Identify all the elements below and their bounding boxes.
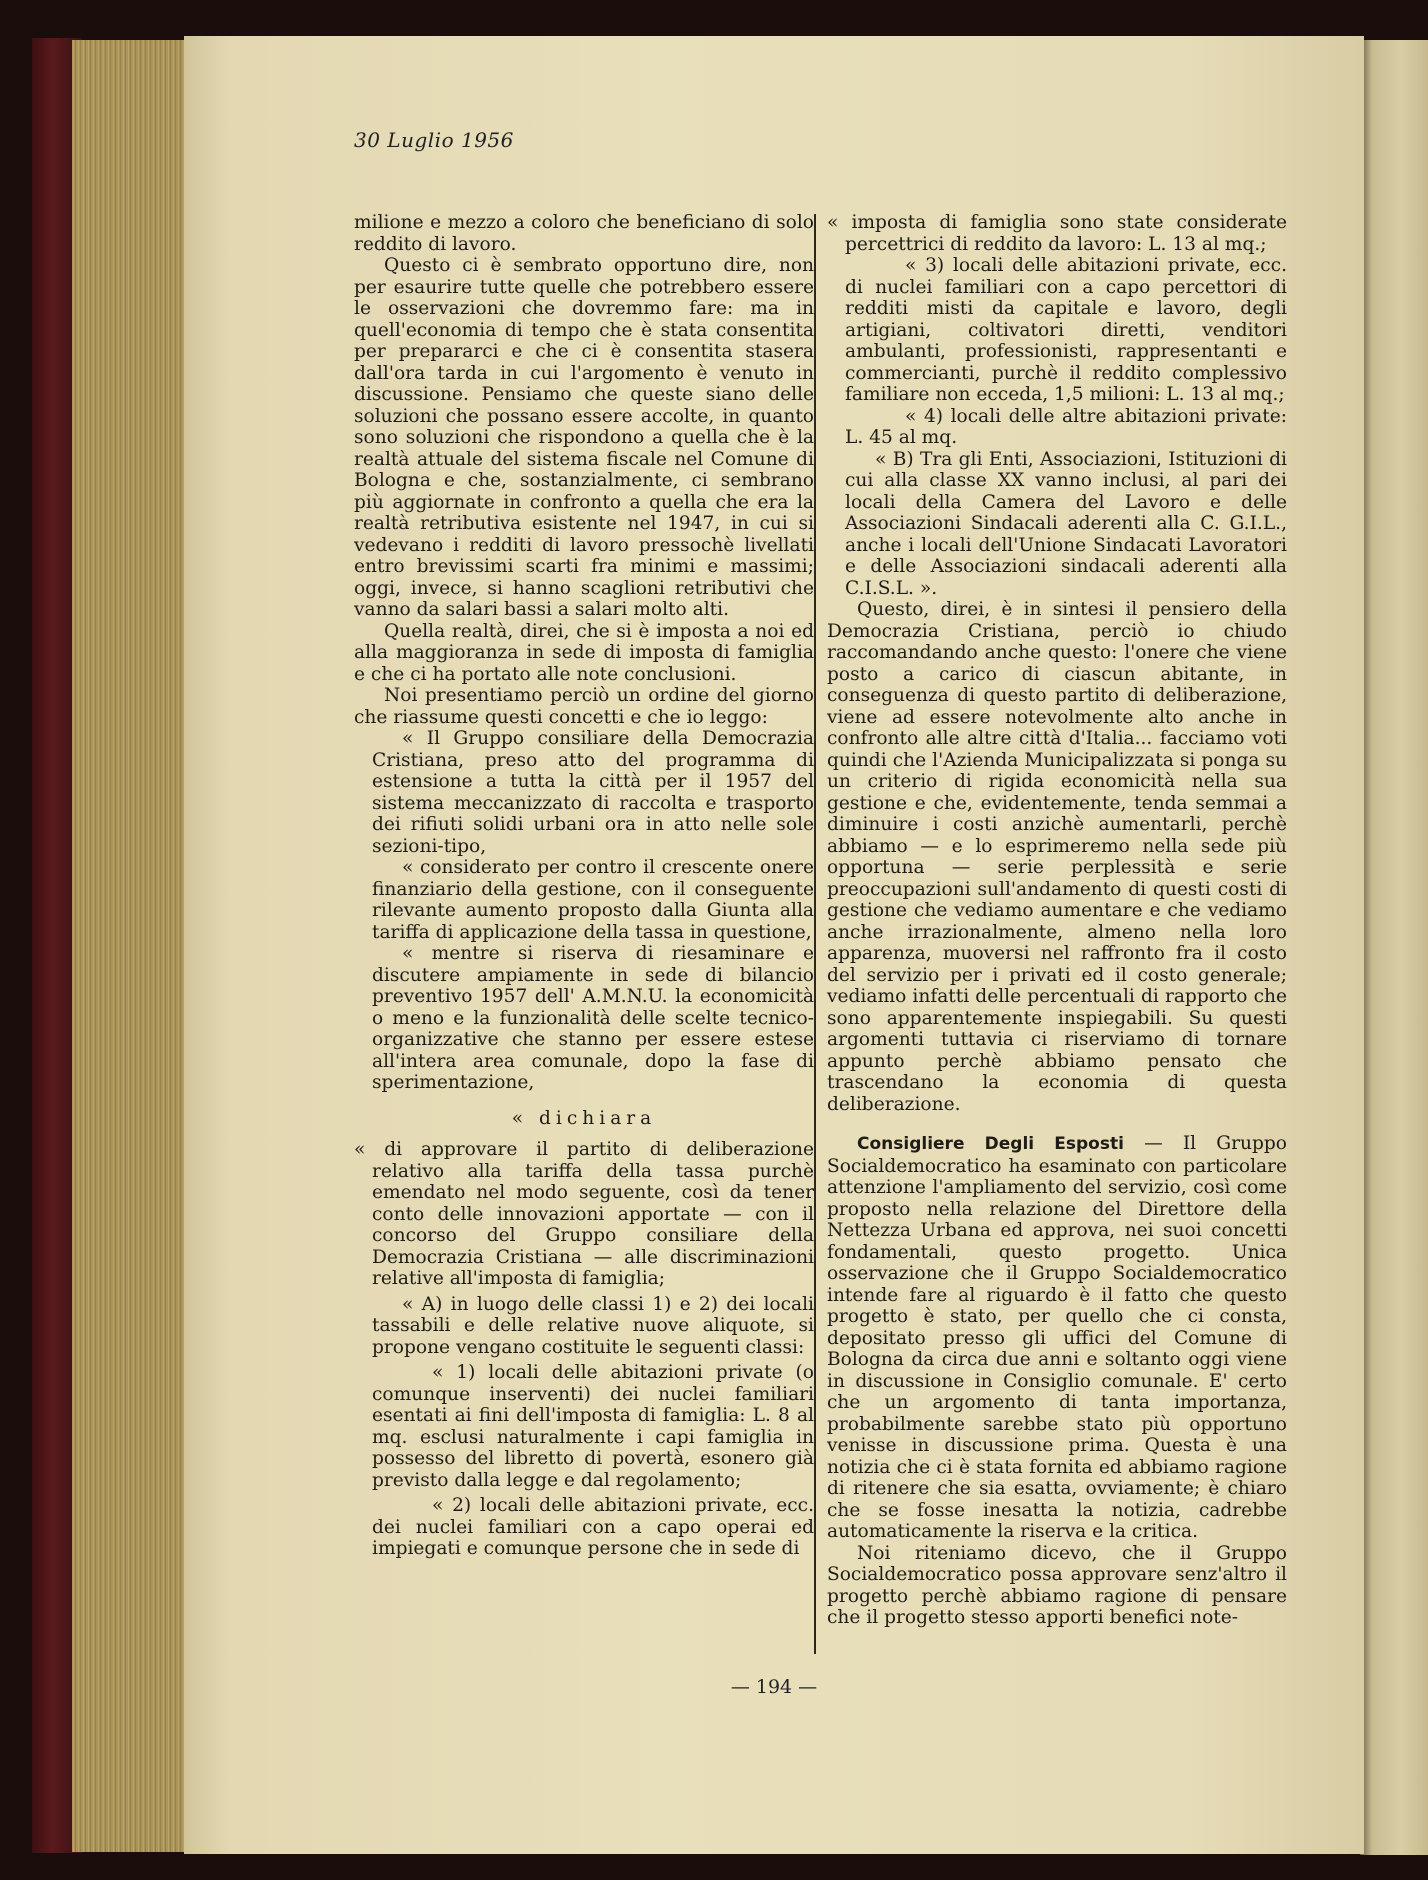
facing-page-edge — [1360, 40, 1428, 1855]
right-column — [827, 212, 1287, 1629]
paragraph: « mentre si riserva di riesaminare e discutere ampiamente in sede di bilancio preventivo 1957 dell' A.M.N.U. la economicità o meno e la funzionalità delle scelte tecnico-organizzative che stanno per essere estese all'intera area comunale, dopo la fase di sperimentazione, — [372, 943, 814, 1093]
paragraph: « 4) locali delle altre abitazioni private: L. 45 al mq. — [845, 405, 1287, 448]
speech-paragraph — [827, 1133, 1287, 1543]
left-column — [354, 212, 814, 1560]
page-header-date: 30 Luglio 1956 — [354, 128, 514, 152]
speech-text: — Il Gruppo Socialdemocratico ha esaminato con particolare attenzione l'ampliamento del servizio, così come proposto nella relazione del Direttore della Nettezza Urbana ed approva, nei suoi concetti fondamentali, questo progetto. Unica osservazione che il Gruppo Socialdemocratico intende fare al riguardo è il fatto che questo progetto è stato, per quello che ci consta, depositato presso gli uffici del Comune di Bologna da circa due anni e soltanto oggi viene in discussione in Consiglio comunale. E' certo che un argomento di tanta importanza, probabilmente sarebbe stato più opportuno venisse in discussione prima. Questa è una notizia che ci è stata fornita ed abbiamo ragione di ritenere che sia esatta, ovviamente; è chiaro che se fosse inesatta la notizia, cadrebbe automaticamente la riserva e la critica. — [827, 1133, 1287, 1542]
paragraph: « di approvare il partito di deliberazione relativo alla tariffa della tassa purchè emendato nel modo seguente, così da tener conto delle innovazioni apportate — con il concorso del Gruppo consiliare della Democrazia Cristiana — alle discriminazioni relative all'imposta di famiglia; — [354, 1139, 814, 1289]
paragraph: « 3) locali delle abitazioni private, ecc. di nuclei familiari con a capo percettori di redditi misti da capitale e lavoro, degli artigiani, coltivatori diretti, venditori ambulanti, professionisti, rappresentanti e commercianti, purchè il reddito complessivo familiare non ecceda, 1,5 milioni: L. 13 al mq.; — [845, 255, 1287, 405]
page-number: — 194 — — [730, 1676, 818, 1698]
paragraph: « A) in luogo delle classi 1) e 2) dei locali tassabili e delle relative nuove aliquote, si propone vengano costituite le seguenti classi: — [372, 1293, 814, 1358]
paragraph: « considerato per contro il crescente onere finanziario della gestione, con il conseguente rilevante aumento proposto dalla Giunta alla tariffa di applicazione della tassa in questione, — [372, 857, 814, 943]
paragraph: Questo ci è sembrato opportuno dire, non per esaurire tutte quelle che potrebbero essere le osservazioni che dovremmo fare: ma in quell'economia di tempo che è stata consentita per prepararci e che ci è consentita stasera dall'ora tarda in cui l'argomento è venuto in discussione. Pensiamo che queste siano delle soluzioni che possano essere accolte, in quanto sono soluzioni che rispondono a quella che è la realtà attuale del sistema fiscale nel Comune di Bologna e che, sostanzialmente, ci sembrano più aggiornate in confronto a quella che era la realtà retributiva esistente nel 1947, in cui si vedevano i redditi di lavoro pressochè livellati entro brevissimi scarti fra minimi e massimi; oggi, invece, si hanno scaglioni retributivi che vanno da salari bassi a salari molto alti. — [354, 255, 814, 620]
paragraph: Noi presentiamo perciò un ordine del giorno che riassume questi concetti e che io leggo: — [354, 685, 814, 728]
paragraph: « 1) locali delle abitazioni private (o comunque inserventi) dei nuclei familiari esentati ai fini dell'imposta di famiglia: L. 8 al mq. esclusi naturalmente i capi famiglia in possesso del libretto di povertà, esonero già previsto dalla legge e dal regolamento; — [372, 1362, 814, 1491]
paragraph: Quella realtà, direi, che si è imposta a noi ed alla maggioranza in sede di imposta di famiglia e che ci ha portato alle note conclusioni. — [354, 620, 814, 685]
speech-closing: Noi riteniamo dicevo, che il Gruppo Socialdemocratico possa approvare senz'altro il progetto perchè abbiamo ragione di pensare che il progetto stesso apporti benefici note- — [827, 1542, 1287, 1628]
paragraph: « 2) locali delle abitazioni private, ecc. dei nuclei familiari con a capo operai ed impiegati e comunque persone che in sede di — [372, 1495, 814, 1559]
speaker-name: Consigliere Degli Esposti — [857, 1134, 1124, 1154]
book-page — [184, 36, 1364, 1854]
page-edges — [72, 40, 186, 1852]
paragraph: « Il Gruppo consiliare della Democrazia Cristiana, preso atto del programma di estensione a tutta la città per il 1957 del sistema meccanizzato di raccolta e trasporto dei rifiuti solidi urbani ora in atto nelle sole sezioni-tipo, — [372, 728, 814, 857]
paragraph: « dichiara — [511, 1107, 657, 1129]
paragraph: Questo, direi, è in sintesi il pensiero della Democrazia Cristiana, perciò io chiudo raccomandando anche questo: l'onere che viene posto a carico di ciascun abitante, in conseguenza di questo partito di deliberazione, viene ad essere notevolmente alto anche in confronto alle altre città d'Italia... facciamo voti quindi che l'Azienda Municipalizzata si ponga su un criterio di rigida economicità nella sua gestione e che, evidentemente, tenda semmai a diminuire i costi anzichè aumentarli, perchè abbiamo — e lo esprimeremo nella sede più opportuna — serie perplessità e serie preoccupazioni sull'andamento di questi costi di gestione che vediamo aumentare e che vediamo anche irrazionalmente, almeno nella loro apparenza, muoversi nel raffronto fra il costo del servizio per i privati ed il costo generale; vediamo infatti delle percentuali di rapporto che sono apparentemente inspiegabili. Su questi argomenti tuttavia ci riserviamo di tornare appunto perchè abbiamo pensato che trascendano la economia di questa deliberazione. — [827, 599, 1287, 1115]
paragraph: milione e mezzo a coloro che beneficiano di solo reddito di lavoro. — [354, 212, 814, 255]
column-divider — [814, 214, 816, 1654]
paragraph: « imposta di famiglia sono state considerate percettrici di reddito da lavoro: L. 13 al mq.; — [827, 212, 1287, 255]
paragraph: « B) Tra gli Enti, Associazioni, Istituzioni di cui alla classe XX vanno inclusi, al pari dei locali della Camera del Lavoro e delle Associazioni Sindacali aderenti alla C. G.I.L., anche i locali dell'Unione Sindacati Lavoratori e delle Associazioni sindacali aderenti alla C.I.S.L. ». — [845, 448, 1287, 599]
